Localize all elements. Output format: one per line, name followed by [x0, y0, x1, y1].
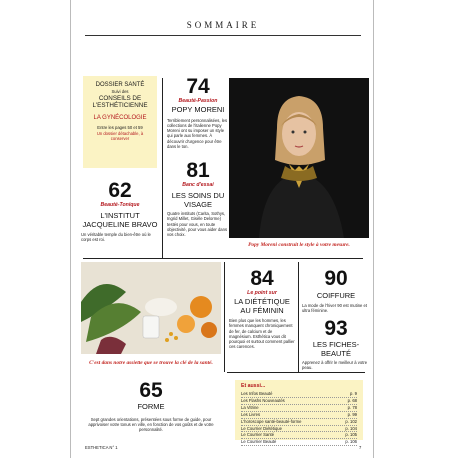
et-aussi-item [241, 405, 357, 412]
et-aussi-item [241, 419, 357, 426]
et-aussi-item-page: p. 78 [347, 404, 357, 410]
article-84-rubric: Le point sur [247, 290, 277, 296]
article-74-number: 74 [186, 75, 210, 98]
dossier-detachable: Un dossier détachable, à conserver [96, 130, 144, 142]
article-62 [81, 180, 159, 243]
et-aussi-item-page: p. 102 [345, 418, 357, 424]
et-aussi-item [241, 426, 357, 433]
et-aussi-item [241, 432, 357, 439]
et-aussi-item-page: p. 104 [345, 425, 357, 431]
et-aussi-item-label: L'horoscope santé-beauté-forme [241, 418, 302, 424]
portrait-illustration [229, 78, 369, 238]
article-84-title: LA DIÉTÉTIQUE AU FÉMININ [234, 297, 290, 315]
header-rule [85, 35, 361, 36]
et-aussi-item-label: Le Courrier Beauté [241, 439, 277, 445]
article-90-text: La mode de l'hiver 90 est mutine et ultra féminine. [302, 302, 368, 313]
article-62-text: Un véritable temple du bien-être où le corps est roi. [81, 232, 151, 243]
article-90 [302, 268, 370, 313]
bottom-right-rule [227, 372, 365, 373]
dossier-title: DOSSIER SANTÉ [95, 82, 145, 88]
et-aussi-item-label: Les Livres [241, 411, 261, 417]
article-93-title: LES FICHES-BEAUTÉ [312, 340, 360, 358]
photo-caption: Popy Moreni construit le style à votre mesure. [248, 242, 350, 248]
et-aussi-item-page: p. 99 [347, 411, 357, 417]
et-aussi-item-label: Les Flashs Nouveautés [241, 397, 285, 403]
article-74 [167, 76, 229, 149]
et-aussi-title: Et aussi... [241, 383, 266, 389]
food-photo [81, 262, 221, 354]
column-divider-center [224, 262, 225, 372]
popy-moreni-photo [229, 78, 369, 238]
magazine-page [70, 0, 374, 458]
dossier-topic: LA GYNÉCOLOGIE [93, 114, 147, 121]
article-74-text: Terriblement personnalisées, les collections de l'italienne Popy Moreni ont su imposer un style qui parle aux femmes. À découvrir d'urgence pour être dans le ton. [167, 117, 228, 149]
article-90-number: 90 [324, 267, 348, 290]
food-caption: C'est dans notre assiette que se trouve la clé de la santé. [89, 360, 213, 366]
article-84 [229, 268, 295, 350]
et-aussi-item [241, 439, 357, 446]
et-aussi-box [235, 380, 363, 445]
et-aussi-item-label: Les Infos Beauté [241, 391, 273, 396]
et-aussi-item [241, 412, 357, 419]
et-aussi-item-page: p. 68 [347, 397, 357, 403]
article-62-title: L'INSTITUT JACQUELINE BRAVO [82, 211, 158, 229]
dossier-subtitle: Suivi des [111, 89, 129, 94]
article-93 [302, 318, 370, 371]
column-divider-left [162, 78, 163, 258]
article-81-number: 81 [186, 159, 210, 182]
dossier-pages: Entre les pages 50 et 59 [97, 124, 143, 130]
article-93-number: 93 [324, 317, 348, 340]
et-aussi-item-label: Le Courrier Diététique [241, 425, 282, 431]
mid-rule [83, 258, 363, 259]
et-aussi-list [241, 391, 357, 446]
article-65-number: 65 [139, 379, 163, 402]
article-62-number: 62 [108, 179, 132, 202]
et-aussi-item [241, 398, 357, 405]
footer-left: ESTHETICA N° 1 [85, 445, 118, 450]
article-81 [167, 160, 229, 237]
et-aussi-item [241, 391, 357, 398]
article-74-title: POPY MORENI [171, 105, 225, 114]
article-90-title: COIFFURE [316, 291, 356, 300]
food-illustration [81, 262, 221, 354]
article-93-text: Apprenez à offrir le meilleur à votre peau. [302, 360, 368, 371]
et-aussi-item-page: p. 9 [350, 391, 357, 396]
article-65-text: Sept grandes orientations, présentées sous forme de guide, pour apprivoiser votre tonus en ville, en fonction de vos goûts et de votre personnalité. [88, 416, 214, 433]
article-84-text: Bien plus que les hommes, les femmes manquent chroniquement de fer, de calcium et de magnésium. Esthética vous dit pourquoi et surtout comment pallier ces carences. [229, 318, 295, 350]
article-81-rubric: Banc d'essai [182, 182, 214, 188]
et-aussi-item-page: p. 106 [345, 439, 357, 445]
article-81-title: LES SOINS DU VISAGE [171, 191, 225, 209]
dossier-sante-box [83, 76, 157, 168]
article-81-text: Quatre instituts (Carita, Sothys, Ingrid Millet, Gisèle Delorme) testés pour vous, en toute objectivité, pour vous aider dans vos choix. [167, 211, 228, 238]
article-74-rubric: Beauté-Passion [178, 98, 218, 104]
article-65-title: FORME [137, 402, 165, 411]
footer-page-number: 7 [359, 445, 362, 450]
article-84-number: 84 [250, 267, 274, 290]
dossier-headline: CONSEILS DE L'ESTHÉTICIENNE [92, 95, 148, 110]
page-title: SOMMAIRE [186, 20, 260, 30]
article-65 [85, 380, 217, 432]
column-divider-right [298, 262, 299, 372]
et-aussi-item-label: La Vitrine [241, 404, 259, 410]
et-aussi-item-page: p. 105 [345, 432, 357, 438]
article-62-rubric: Beauté-Tonique [100, 202, 140, 208]
et-aussi-item-label: Le Courrier Santé [241, 432, 275, 438]
